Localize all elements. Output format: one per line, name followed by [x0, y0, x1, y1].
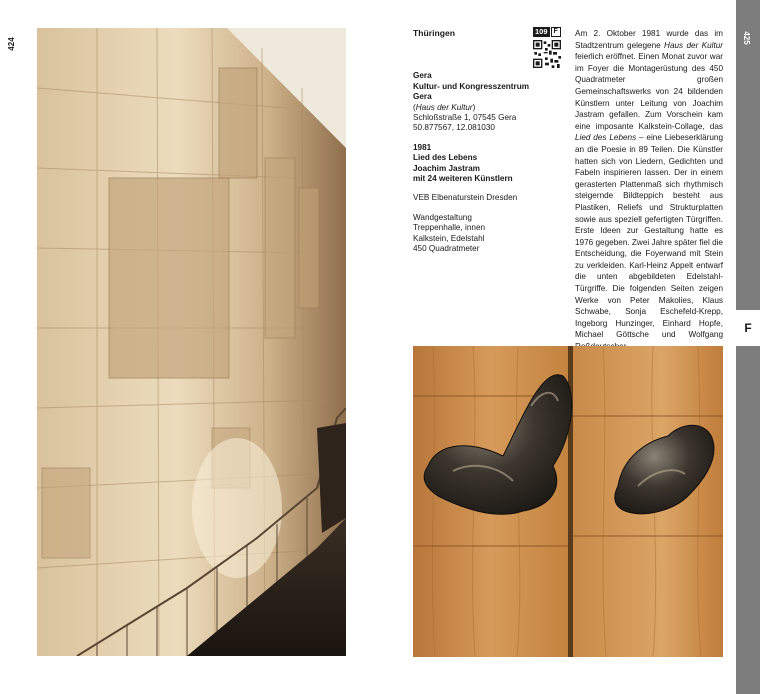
work-title: Lied des Lebens [413, 153, 478, 163]
building-alias: Haus der Kultur [415, 102, 473, 112]
body-italic-2: Lied des Lebens [575, 133, 637, 143]
detail-place: Treppenhalle, innen [413, 223, 486, 233]
entry-number: 109 [535, 27, 548, 36]
body-italic-1: Haus der Kultur [664, 40, 724, 50]
work-block [413, 143, 531, 185]
chapter-tab-letter[interactable]: F [736, 310, 760, 346]
location-block [413, 71, 531, 133]
producer: VEB Elbenaturstein Dresden [413, 193, 518, 203]
work-year: 1981 [413, 142, 432, 152]
details-block [413, 213, 531, 255]
page-number-right: 425 [742, 31, 751, 45]
relief-wall-photo [37, 28, 346, 656]
entry-category: F [551, 27, 561, 37]
address: Schloßstraße 1, 07545 Gera [413, 113, 517, 123]
chapter-tab-top [736, 0, 760, 310]
detail-type: Wandgestaltung [413, 212, 472, 222]
region-label: Thüringen [413, 28, 456, 38]
building-name: Kultur- und Kongresszentrum Gera [413, 81, 529, 102]
body-part-3: – eine Liebeserklärung an die Poesie in 89 Teilen. Die Künstler hatten sich von Liedern, Gedichten und Fabeln inspirieren lassen. Der in einem gerasterten Plattenmaß sich rhythmisch steigernde Bildteppich besteht aus Plastiken, Reliefs und Strukturplatten sowie aus speziell gefertigten Türgriffen. Erste Ideen zur Gestaltung hatte es 1976 gegeben. Zwei Jahre später fiel die Entscheidung, die Foyerwand mit Stein zu verkleiden. Karl-Heinz Appelt entwarf die unten abgebildeten Edelstahl-Türgriffe. Die folgenden Seiten zeigen Werke von Peter Makolies, Klaus Schwabe, Sonja Eschefeld-Krepp, Ingeborg Hunzinger, Einhard Hopfe, Michael Göttsche und Wolfgang [575, 133, 724, 340]
building-alias-line: (Haus der Kultur) [413, 102, 476, 112]
city: Gera [413, 71, 432, 81]
chapter-tab-bottom [736, 346, 760, 694]
work-collaborators: mit 24 weiteren Künstlern [413, 174, 513, 184]
door-handles-photo [413, 346, 723, 657]
detail-material: Kalkstein, Edelstahl [413, 233, 485, 243]
qr-code-icon[interactable] [533, 40, 561, 68]
page-number-left: 424 [7, 37, 16, 51]
body-part-2: feierlich eröffnet. Einen Monat zuvor war im Foyer die Montagerüstung des 450 Quadratmeter großen Gemeinschaftswerks von 24 bildenden Künstlern unter Leitung von Joachim Jastram gefallen. Zum Vorschein kam eine imposante Kalkstein-Collage, das [575, 52, 723, 131]
entry-badge [533, 27, 563, 73]
body-text [575, 28, 723, 353]
entry-metadata [413, 28, 531, 255]
body-part-1: Am 2. Oktober 1981 wurde das im Stadtzentrum gelegene [575, 29, 723, 50]
coordinates: 50.877567, 12.081030 [413, 123, 495, 133]
detail-size: 450 Quadratmeter [413, 244, 480, 254]
work-artist: Joachim Jastram [413, 163, 480, 173]
